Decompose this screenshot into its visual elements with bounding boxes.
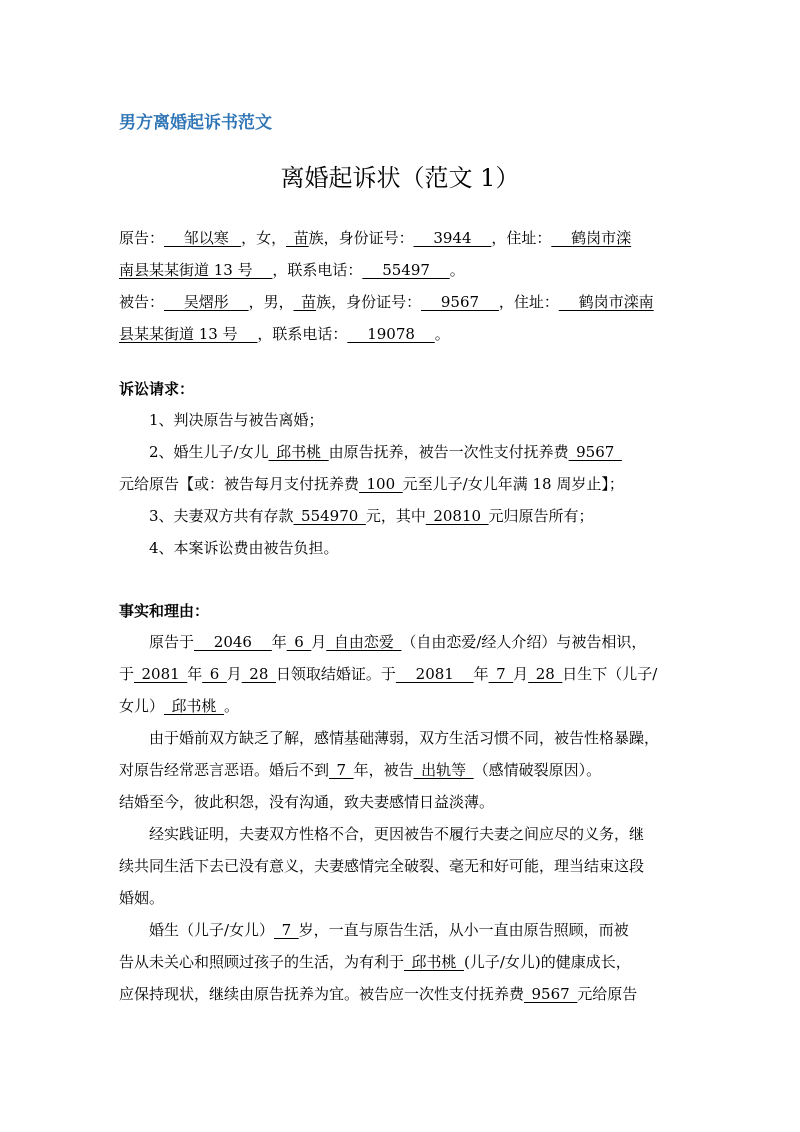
parties-section	[119, 222, 689, 350]
claim-3-text-c: 元归原告所有；	[488, 507, 594, 525]
facts-text: 年	[271, 633, 287, 651]
facts-p2-line-2	[119, 754, 689, 786]
claims-section	[119, 375, 689, 564]
facts-text: 于	[119, 665, 135, 683]
claim-3-text-a: 3、夫妻双方共有存款	[149, 507, 294, 525]
facts-text: （感情破裂原因）。	[473, 761, 602, 779]
plaintiff-address-label: ，住址：	[491, 229, 552, 247]
claim-2-child: _邱书桃_	[268, 443, 329, 461]
plaintiff-gender: ，女，	[241, 229, 287, 247]
claim-3-total: _554970_	[293, 507, 366, 525]
claim-2-text-b: 由原告抚养，被告一次性支付抚养费	[328, 443, 569, 461]
facts-text: 原告于	[149, 633, 195, 651]
defendant-gender: ，男，	[248, 293, 294, 311]
facts-p3-line-3: 婚姻。	[119, 889, 165, 907]
defendant-ethnicity: _苗	[293, 293, 317, 311]
facts-text: 月	[311, 633, 327, 651]
claim-2-line-2	[119, 468, 689, 500]
plaintiff-name: __ 邹以寒 _	[164, 229, 242, 247]
claim-3-share: _20810_	[425, 507, 489, 525]
facts-heading: 事实和理由：	[119, 602, 210, 620]
support-amount: _9567_	[524, 985, 578, 1003]
breakdown-reason: _出轨等_	[413, 761, 474, 779]
defendant-phone: __ 19078 __	[347, 325, 435, 343]
birth-month: _7_	[488, 665, 514, 683]
facts-text: 年	[473, 665, 489, 683]
plaintiff-address-2: 南县某某街道 13 号 __	[119, 261, 273, 279]
facts-text: (儿子/女儿)的健康成长，	[464, 953, 631, 971]
marriage-year: _2081_	[134, 665, 188, 683]
marriage-month: _6_	[202, 665, 227, 683]
defendant-name: __ 吴熠彤 __	[164, 293, 249, 311]
defendant-line-1	[119, 286, 689, 318]
claim-3	[119, 500, 689, 532]
marriage-day: _28_	[241, 665, 276, 683]
claim-2-amount: _9567_	[568, 443, 622, 461]
facts-text: 年	[187, 665, 203, 683]
claim-2-line-1	[119, 436, 689, 468]
plaintiff-address-1: __ 鹤岗市滦	[551, 229, 632, 247]
facts-text: 女儿）	[119, 697, 165, 715]
claim-2-text-a: 2、婚生儿子/女儿	[149, 443, 269, 461]
claim-2-text-d: 元至儿子/女儿年满 18 周岁止】；	[402, 475, 624, 493]
facts-p3-line-2: 续共同生活下去已没有意义，夫妻感情完全破裂、毫无和好可能，理当结束这段	[119, 857, 645, 875]
claim-2-text-c: 元给原告【或：被告每月支付抚养费	[119, 475, 360, 493]
plaintiff-phone: __ 55497 __	[362, 261, 450, 279]
defendant-address-2: 县某某街道 13 号 __	[119, 325, 258, 343]
facts-p3-line-1: 经实践证明，夫妻双方性格不合，更因被告不履行夫妻之间应尽的义务，继	[149, 825, 645, 843]
facts-p1-line-2	[119, 658, 689, 690]
claim-3-text-b: 元，其中	[365, 507, 426, 525]
facts-p4-line-3	[119, 978, 689, 1010]
defendant-phone-label: ，联系电话：	[257, 325, 348, 343]
facts-text: 告从未关心和照顾过孩子的生活，为有利于	[119, 953, 405, 971]
facts-text: 元给原告	[577, 985, 638, 1003]
facts-text: 月	[513, 665, 529, 683]
facts-text: 婚生（儿子/女儿）	[149, 921, 275, 939]
years-after-marriage: _7_	[329, 761, 354, 779]
defendant-line-2	[119, 318, 689, 350]
acquaint-month: _6_	[286, 633, 312, 651]
plaintiff-ethnicity: _苗	[286, 229, 309, 247]
facts-text: 日领取结婚证。于	[275, 665, 396, 683]
defendant-address-label: ，住址：	[498, 293, 559, 311]
header-title: 男方离婚起诉书范文	[119, 113, 272, 133]
facts-text: 。	[224, 697, 240, 715]
facts-section	[119, 597, 689, 1010]
facts-p1-line-1	[119, 626, 689, 658]
claim-4: 4、本案诉讼费由被告负担。	[149, 539, 339, 557]
plaintiff-label: 原告：	[119, 229, 165, 247]
facts-p2-line-1: 由于婚前双方缺乏了解，感情基础薄弱，双方生活习惯不同，被告性格暴躁，	[149, 729, 660, 747]
facts-p2-line-3: 结婚至今，彼此积怨，没有沟通，致夫妻感情日益淡薄。	[119, 793, 495, 811]
facts-p4-line-2	[119, 946, 689, 978]
claims-heading: 诉讼请求：	[119, 380, 195, 398]
acquaint-year: __ 2046 __	[194, 633, 272, 651]
plaintiff-phone-label: ，联系电话：	[272, 261, 363, 279]
plaintiff-line-2	[119, 254, 689, 286]
defendant-address-1: __ 鹤岗市滦南	[558, 293, 654, 311]
claim-2-monthly: _100_	[359, 475, 403, 493]
facts-text: 月	[226, 665, 242, 683]
claim-1: 1、判决原告与被告离婚；	[149, 411, 324, 429]
acquaint-way: _自由恋爱_	[326, 633, 402, 651]
facts-text: （自由恋爱/经人介绍）与被告相识，	[401, 633, 647, 651]
facts-p4-child-name: _邱书桃_	[404, 953, 465, 971]
birth-day: _28_	[528, 665, 563, 683]
facts-text: 应保持现状，继续由原告抚养为宜。被告应一次性支付抚养费	[119, 985, 525, 1003]
defendant-id-label: 族，身份证号：	[316, 293, 422, 311]
facts-p1-line-3	[119, 690, 689, 722]
facts-p4-line-1	[119, 914, 689, 946]
facts-text: 对原告经常恶言恶语。婚后不到	[119, 761, 330, 779]
defendant-end: 。	[434, 325, 450, 343]
child-age: _7_	[274, 921, 299, 939]
defendant-id: __ 9567 __	[421, 293, 499, 311]
facts-text: 日生下（儿子/	[562, 665, 658, 683]
birth-year: __ 2081 __	[395, 665, 474, 683]
defendant-label: 被告：	[119, 293, 165, 311]
document-title: 离婚起诉状（范文 1）	[280, 164, 520, 192]
facts-text: 岁，一直与原告生活，从小一直由原告照顾，而被	[298, 921, 629, 939]
plaintiff-end: 。	[449, 261, 465, 279]
facts-child-name: _邱书桃_	[164, 697, 225, 715]
plaintiff-id: __ 3944 __	[413, 229, 492, 247]
plaintiff-id-label: 族，身份证号：	[308, 229, 414, 247]
facts-text: 年，被告	[353, 761, 414, 779]
plaintiff-line-1	[119, 222, 689, 254]
